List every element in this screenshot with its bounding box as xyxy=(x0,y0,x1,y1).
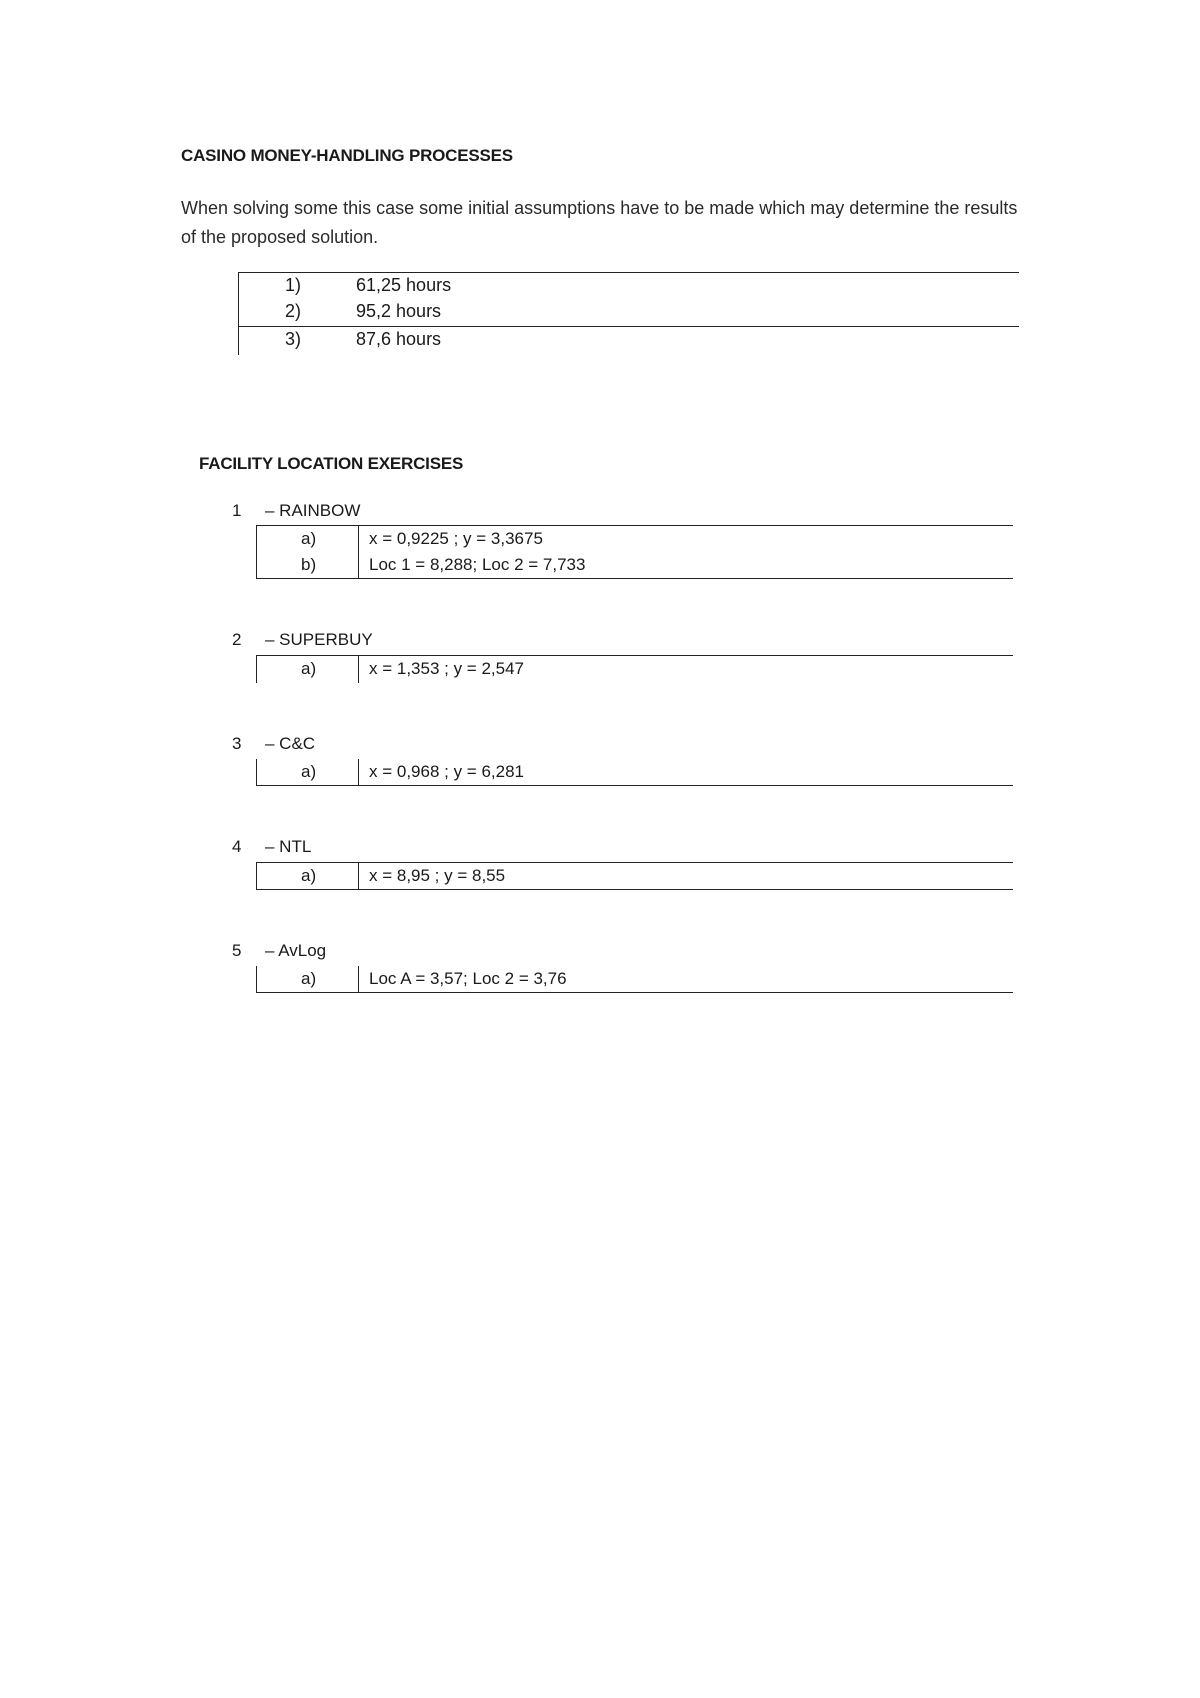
row-label: a) xyxy=(301,762,317,781)
row-value: x = 1,353 ; y = 2,547 xyxy=(369,659,525,678)
exercise-name: – AvLog xyxy=(265,941,327,960)
row-value: 61,25 hours xyxy=(356,275,452,295)
exercise-results-table xyxy=(256,655,1013,683)
row-value: Loc A = 3,57; Loc 2 = 3,76 xyxy=(369,969,567,988)
row-number: 1) xyxy=(285,275,302,295)
row-value: x = 8,95 ; y = 8,55 xyxy=(369,866,506,885)
casino-intro-paragraph: When solving some this case some initial assumptions have to be made which may determine the results of the proposed solution. xyxy=(181,198,1018,247)
row-label: a) xyxy=(301,529,317,548)
exercise-name: – C&C xyxy=(265,734,316,753)
table-row xyxy=(257,863,1013,889)
row-value: Loc 1 = 8,288; Loc 2 = 7,733 xyxy=(369,555,586,574)
exercise-number: 1 xyxy=(232,501,242,520)
row-number: 2) xyxy=(285,301,302,321)
table-row xyxy=(239,273,1019,299)
row-value: 95,2 hours xyxy=(356,301,442,321)
casino-results-table xyxy=(238,272,1019,355)
table-row xyxy=(257,656,1013,682)
table-row xyxy=(239,299,1019,325)
exercise-name: – SUPERBUY xyxy=(265,630,373,649)
exercise-number: 4 xyxy=(232,837,242,856)
table-row xyxy=(257,552,1013,578)
exercise-number: 2 xyxy=(232,630,242,649)
exercise-results-table xyxy=(256,862,1013,890)
exercise-number: 3 xyxy=(232,734,242,753)
row-label: a) xyxy=(301,866,317,885)
row-label: a) xyxy=(301,969,317,988)
row-value: x = 0,9225 ; y = 3,3675 xyxy=(369,529,543,548)
facility-heading: FACILITY LOCATION EXERCISES xyxy=(199,454,464,473)
table-row xyxy=(257,526,1013,552)
row-number: 3) xyxy=(285,329,302,349)
exercise-name: – RAINBOW xyxy=(265,501,361,520)
exercise-number: 5 xyxy=(232,941,242,960)
row-value: 87,6 hours xyxy=(356,329,442,349)
exercise-results-table xyxy=(256,966,1013,993)
casino-heading: CASINO MONEY-HANDLING PROCESSES xyxy=(181,146,513,165)
row-label: b) xyxy=(301,555,317,574)
row-label: a) xyxy=(301,659,317,678)
table-row xyxy=(257,759,1013,785)
row-value: x = 0,968 ; y = 6,281 xyxy=(369,762,525,781)
exercise-results-table xyxy=(256,759,1013,786)
table-row xyxy=(257,966,1013,992)
table-row xyxy=(239,327,1019,353)
exercise-name: – NTL xyxy=(265,837,312,856)
exercise-results-table xyxy=(256,525,1013,579)
